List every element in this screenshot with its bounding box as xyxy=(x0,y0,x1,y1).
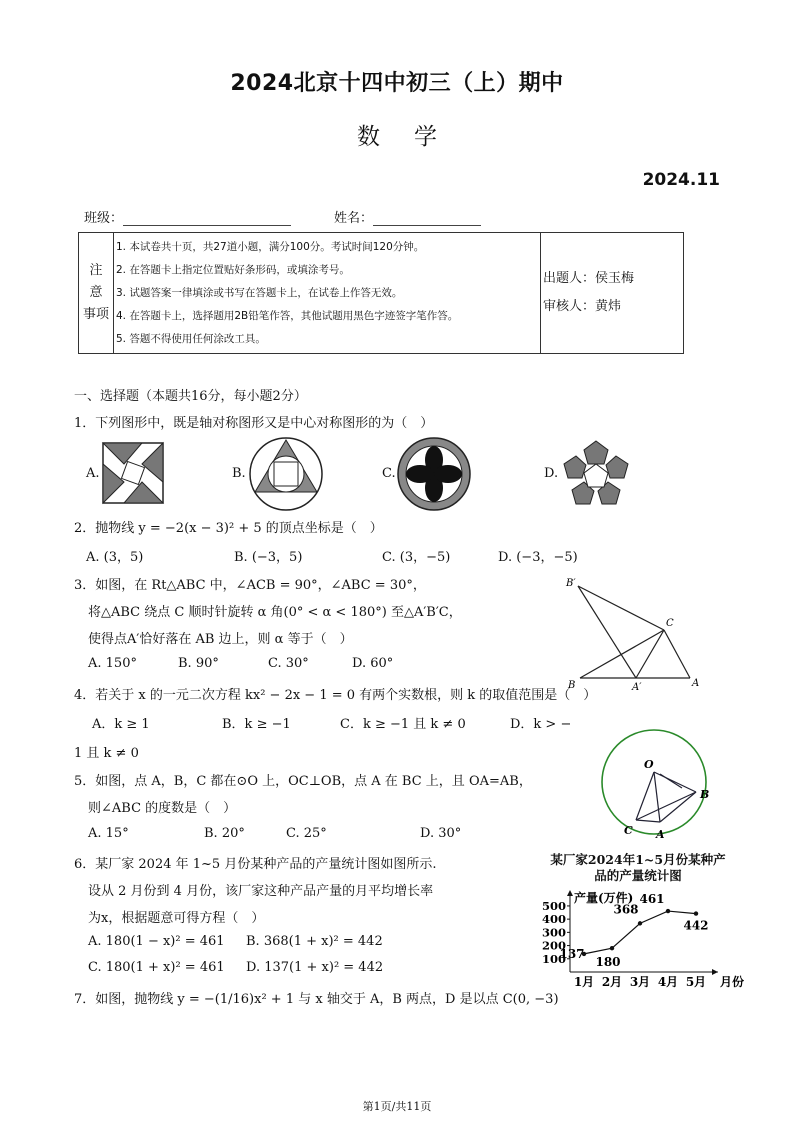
q3-label-a-prime: A′ xyxy=(632,682,642,693)
chart-point xyxy=(694,911,698,915)
q7-stem: 7．如图，抛物线 y = −(1/16)x² + 1 与 x 轴交于 A，B 两点，D 是以点 C(0, −3) xyxy=(74,992,559,1007)
q1-option-b: B. xyxy=(232,466,246,481)
q3-option-b: B. 90° xyxy=(178,656,219,671)
notice-item: 5. 答题不得使用任何涂改工具。 xyxy=(116,332,266,345)
chart-data-label: 442 xyxy=(683,918,709,933)
chart-y-tick-label: 400 xyxy=(541,912,566,927)
notice-staff xyxy=(541,233,684,354)
q3-option-c: C. 30° xyxy=(268,656,309,671)
q5-option-a: A. 15° xyxy=(88,826,129,841)
notice-label-line2: 事项 xyxy=(82,307,109,322)
q4-option-d: D．k > − xyxy=(510,717,572,732)
name-label: 姓名： xyxy=(334,211,374,226)
class-field xyxy=(84,207,291,226)
q3-figure xyxy=(560,574,710,694)
q5-option-c: C. 25° xyxy=(286,826,327,841)
q1-option-c: C. xyxy=(382,466,396,481)
chart-data-label: 137 xyxy=(559,946,585,961)
q3-label-b-prime: B′ xyxy=(566,578,576,589)
q1-figure-c xyxy=(396,436,472,512)
q5-line2: 则∠ABC 的度数是（ ） xyxy=(88,801,237,816)
q6-option-b: B. 368(1 + x)² = 442 xyxy=(246,934,383,949)
q6-line3: 为x，根据题意可得方程（ ） xyxy=(88,911,265,926)
q3-option-a: A. 150° xyxy=(88,656,137,671)
q1-option-a: A. xyxy=(86,466,100,481)
chart-data-label: 180 xyxy=(595,955,621,970)
chart-x-tick-label: 5月 xyxy=(685,975,707,989)
section-heading: 一、选择题（本题共16分，每小题2分） xyxy=(74,389,307,404)
q3-line1: 3．如图，在 Rt△ABC 中，∠ACB = 90°，∠ABC = 30°， xyxy=(74,578,426,593)
chart-y-tick-label: 100 xyxy=(541,951,566,966)
chart-series-line xyxy=(584,911,696,954)
q4-option-c: C．k ≥ −1 且 k ≠ 0 xyxy=(340,717,466,732)
subject-title xyxy=(0,118,794,151)
page-title: 2024北京十四中初三（上）期中 xyxy=(230,71,564,96)
chart-point xyxy=(666,909,670,913)
q4-option-b: B．k ≥ −1 xyxy=(222,717,291,732)
q5-option-b: B. 20° xyxy=(204,826,245,841)
chart-x-label: 月份 xyxy=(720,975,745,989)
chart-y-tick-label: 500 xyxy=(541,898,566,913)
q5-option-d: D. 30° xyxy=(420,826,462,841)
class-label: 班级： xyxy=(84,211,124,226)
chart-y-tick-label: 300 xyxy=(541,925,566,940)
q1-figure-a xyxy=(102,442,164,504)
q3-line3: 使得点A′恰好落在 AB 边上，则 α 等于（ ） xyxy=(88,632,353,647)
reviewer: 审核人：黄炜 xyxy=(543,299,622,314)
q1-stem: 1．下列图形中，既是轴对称图形又是中心对称图形的为（ ） xyxy=(74,416,434,431)
subject-text: 数学 xyxy=(357,124,471,150)
chart-y-arrow xyxy=(567,890,573,896)
chart-data-label: 461 xyxy=(639,892,665,907)
production-chart xyxy=(540,886,745,992)
q2-option-d: D. (−3，−5) xyxy=(498,550,578,565)
notice-label xyxy=(79,233,114,354)
chart-point xyxy=(610,946,614,950)
q3-line2: 将△ABC 绕点 C 顺时针旋转 α 角(0° < α < 180°) 至△A′B′C， xyxy=(88,605,462,620)
q5-label-a: A xyxy=(656,828,665,841)
name-blank xyxy=(373,211,481,226)
page-footer: 第1页/共11页 xyxy=(362,1100,432,1113)
notice-table xyxy=(78,232,684,354)
q3-option-d: D. 60° xyxy=(352,656,394,671)
chart-point xyxy=(638,921,642,925)
q6-line1: 6．某厂家 2024 年 1~5 月份某种产品的产量统计图如图所示. xyxy=(74,857,437,872)
class-blank xyxy=(123,211,291,226)
q5-label-o: O xyxy=(644,758,654,771)
chart-x-tick-label: 3月 xyxy=(629,975,651,989)
q1-figure-d xyxy=(560,438,632,508)
q2-option-b: B. (−3，5) xyxy=(234,550,303,565)
chart-x-tick-label: 4月 xyxy=(657,975,679,989)
chart-title: 某厂家2024年1~5月份某种产品的产量统计图 xyxy=(550,852,726,883)
q6-option-c: C. 180(1 + x)² = 461 xyxy=(88,960,225,975)
notice-item: 3. 试题答案一律填涂或书写在答题卡上，在试卷上作答无效。 xyxy=(116,286,403,299)
notice-item: 1. 本试卷共十页，共27道小题，满分100分。考试时间120分钟。 xyxy=(116,240,425,253)
q4-option-d-cont: 1 且 k ≠ 0 xyxy=(74,746,139,761)
q6-line2: 设从 2 月份到 4 月份，该厂家这种产品产量的月平均增长率 xyxy=(88,884,434,899)
q5-label-b: B xyxy=(700,788,710,801)
q1-option-d: D. xyxy=(544,466,559,481)
name-field xyxy=(334,207,481,226)
q6-option-d: D. 137(1 + x)² = 442 xyxy=(246,960,384,975)
q2-stem: 2．抛物线 y = −2(x − 3)² + 5 的顶点坐标是（ ） xyxy=(74,521,383,536)
q3-label-b: B xyxy=(568,680,576,691)
q5-label-c: C xyxy=(624,824,633,837)
q5-line1: 5．如图，点 A，B，C 都在⊙O 上，OC⊥OB，点 A 在 BC 上，且 OA=AB， xyxy=(74,774,532,789)
notice-label-line1: 注 意 xyxy=(89,263,116,300)
notice-items xyxy=(114,233,541,354)
author: 出题人：侯玉梅 xyxy=(543,271,635,286)
exam-date: 2024.11 xyxy=(642,170,720,190)
chart-y-tick-label: 200 xyxy=(541,938,566,953)
chart-x-arrow xyxy=(712,969,718,975)
q6-option-a: A. 180(1 − x)² = 461 xyxy=(88,934,225,949)
chart-y-label: 产量(万件) xyxy=(574,891,634,905)
q2-option-a: A. (3，5) xyxy=(86,550,144,565)
chart-data-label: 368 xyxy=(613,902,639,917)
notice-item: 4. 在答题卡上，选择题用2B铅笔作答，其他试题用黑色字迹签字笔作答。 xyxy=(116,309,459,322)
notice-item: 2. 在答题卡上指定位置贴好条形码，或填涂考号。 xyxy=(116,263,350,276)
q5-figure xyxy=(596,724,716,846)
chart-x-tick-label: 1月 xyxy=(573,975,595,989)
q3-label-a: A xyxy=(692,678,700,689)
q4-stem: 4．若关于 x 的一元二次方程 kx² − 2x − 1 = 0 有两个实数根，则 k 的取值范围是（ ） xyxy=(74,688,597,703)
q3-label-c: C xyxy=(666,618,674,629)
q4-option-a: A．k ≥ 1 xyxy=(92,717,150,732)
q1-figure-b xyxy=(248,436,324,512)
chart-x-tick-label: 2月 xyxy=(601,975,623,989)
q2-option-c: C. (3，−5) xyxy=(382,550,451,565)
